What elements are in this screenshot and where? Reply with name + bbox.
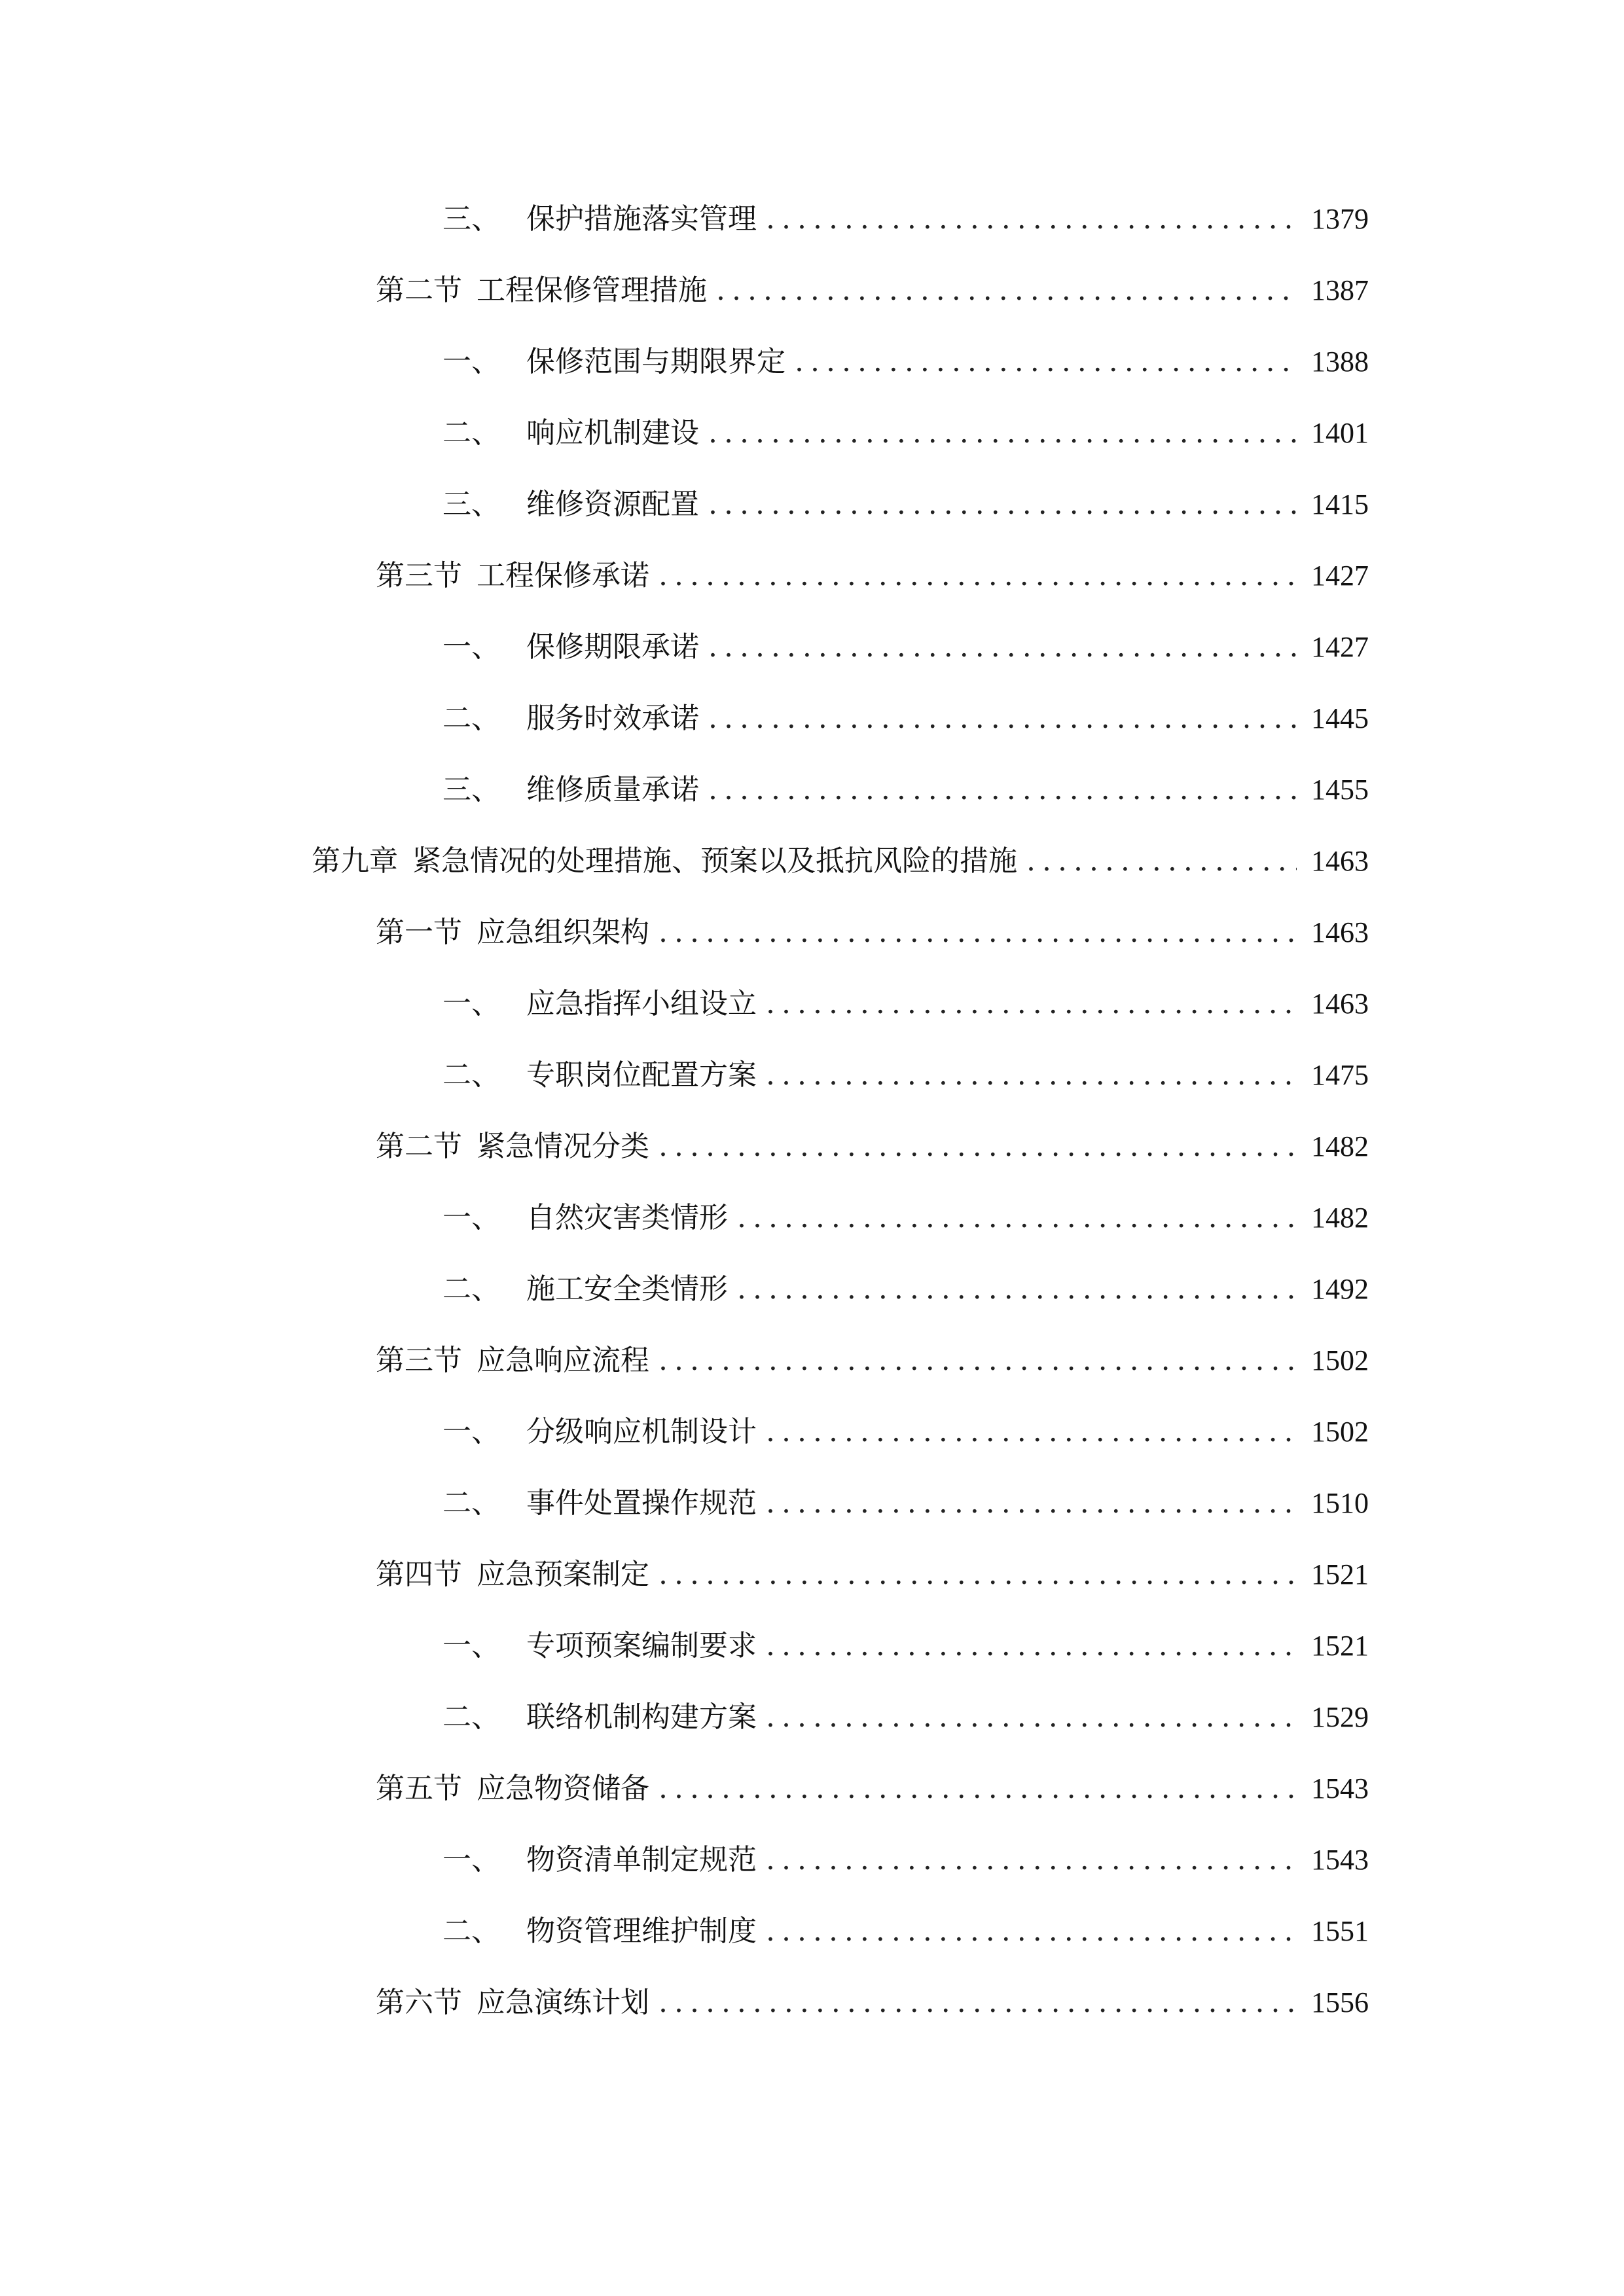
- toc-entry[interactable]: [442, 196, 1369, 242]
- entry-page-number: 1502: [1311, 1416, 1369, 1448]
- toc-entry[interactable]: [442, 1052, 1369, 1098]
- entry-title: 应急响应流程: [477, 1344, 649, 1377]
- entry-number: 二、: [442, 1058, 500, 1092]
- toc-entry[interactable]: [376, 1766, 1369, 1812]
- dot-leader: [766, 1909, 1297, 1954]
- toc-entry[interactable]: [442, 1909, 1369, 1954]
- entry-number: 第四节: [376, 1558, 462, 1591]
- entry-page-number: 1543: [1311, 1772, 1369, 1804]
- entry-title: 保修范围与期限界定: [526, 345, 785, 378]
- dot-leader: [766, 1695, 1297, 1740]
- dot-leader: [1026, 838, 1297, 884]
- toc-entry[interactable]: [442, 1837, 1369, 1883]
- entry-title: 工程保修管理措施: [477, 274, 707, 307]
- entry-title: 联络机制构建方案: [526, 1700, 757, 1734]
- toc-entry[interactable]: [442, 339, 1369, 385]
- toc-entry[interactable]: [376, 1124, 1369, 1170]
- entry-page-number: 1556: [1311, 1986, 1369, 2018]
- dot-leader: [659, 1980, 1297, 2026]
- entry-number: 一、: [442, 1843, 500, 1876]
- dot-leader: [659, 1766, 1297, 1812]
- entry-title: 服务时效承诺: [526, 702, 699, 735]
- dot-leader: [795, 339, 1297, 385]
- entry-title: 专职岗位配置方案: [526, 1058, 757, 1092]
- entry-title: 分级响应机制设计: [526, 1415, 757, 1448]
- entry-title: 保修期限承诺: [526, 630, 699, 664]
- entry-number: 一、: [442, 1201, 500, 1234]
- dot-leader: [708, 696, 1297, 742]
- entry-page-number: 1379: [1311, 203, 1369, 235]
- toc-entry[interactable]: [442, 1409, 1369, 1455]
- entry-page-number: 1543: [1311, 1844, 1369, 1876]
- dot-leader: [659, 1124, 1297, 1170]
- entry-number: 二、: [442, 1700, 500, 1734]
- entry-title: 维修资源配置: [526, 488, 699, 521]
- entry-number: 第三节: [376, 1344, 462, 1377]
- entry-page-number: 1521: [1311, 1630, 1369, 1662]
- dot-leader: [708, 767, 1297, 813]
- entry-title: 应急演练计划: [477, 1986, 649, 2019]
- entry-number: 第三节: [376, 559, 462, 592]
- entry-title: 工程保修承诺: [477, 559, 649, 592]
- entry-number: 三、: [442, 488, 500, 521]
- toc-entry[interactable]: [442, 1480, 1369, 1526]
- entry-page-number: 1482: [1311, 1202, 1369, 1234]
- entry-title: 维修质量承诺: [526, 773, 699, 806]
- entry-page-number: 1387: [1311, 274, 1369, 306]
- entry-number: 一、: [442, 1629, 500, 1662]
- entry-page-number: 1455: [1311, 774, 1369, 806]
- toc-entry[interactable]: [442, 482, 1369, 528]
- entry-number: 第五节: [376, 1772, 462, 1805]
- dot-leader: [659, 1552, 1297, 1598]
- dot-leader: [737, 1266, 1297, 1312]
- toc-entry[interactable]: [442, 624, 1369, 670]
- toc-entry[interactable]: [442, 981, 1369, 1027]
- entry-page-number: 1463: [1311, 845, 1369, 877]
- dot-leader: [766, 1837, 1297, 1883]
- toc-entry[interactable]: [442, 696, 1369, 742]
- entry-title: 应急物资储备: [477, 1772, 649, 1805]
- dot-leader: [716, 268, 1297, 314]
- entry-page-number: 1463: [1311, 916, 1369, 948]
- entry-number: 一、: [442, 345, 500, 378]
- dot-leader: [659, 910, 1297, 956]
- entry-title: 紧急情况的处理措施、预案以及抵抗风险的措施: [412, 844, 1017, 878]
- entry-title: 紧急情况分类: [477, 1130, 649, 1163]
- toc-entry[interactable]: [376, 553, 1369, 599]
- toc-entry[interactable]: [442, 410, 1369, 456]
- entry-page-number: 1445: [1311, 702, 1369, 734]
- entry-page-number: 1510: [1311, 1487, 1369, 1519]
- entry-number: 一、: [442, 987, 500, 1020]
- entry-title: 施工安全类情形: [526, 1272, 728, 1306]
- toc-entry[interactable]: [376, 1338, 1369, 1384]
- entry-page-number: 1427: [1311, 560, 1369, 592]
- dot-leader: [766, 1623, 1297, 1669]
- entry-title: 响应机制建设: [526, 416, 699, 450]
- toc-entry[interactable]: [312, 838, 1369, 884]
- entry-page-number: 1388: [1311, 346, 1369, 378]
- entry-title: 物资清单制定规范: [526, 1843, 757, 1876]
- toc-entry[interactable]: [442, 1623, 1369, 1669]
- entry-number: 第六节: [376, 1986, 462, 2019]
- dot-leader: [708, 482, 1297, 528]
- dot-leader: [766, 1052, 1297, 1098]
- entry-number: 第九章: [312, 844, 398, 878]
- dot-leader: [659, 553, 1297, 599]
- entry-page-number: 1521: [1311, 1558, 1369, 1590]
- entry-number: 二、: [442, 702, 500, 735]
- entry-page-number: 1415: [1311, 488, 1369, 520]
- entry-number: 第一节: [376, 916, 462, 949]
- dot-leader: [766, 981, 1297, 1027]
- entry-page-number: 1492: [1311, 1273, 1369, 1305]
- entry-title: 应急组织架构: [477, 916, 649, 949]
- toc-entry[interactable]: [376, 910, 1369, 956]
- entry-page-number: 1551: [1311, 1915, 1369, 1947]
- toc-entry[interactable]: [442, 1195, 1369, 1241]
- entry-page-number: 1427: [1311, 631, 1369, 663]
- entry-title: 应急指挥小组设立: [526, 987, 757, 1020]
- dot-leader: [708, 624, 1297, 670]
- entry-page-number: 1401: [1311, 417, 1369, 449]
- entry-page-number: 1463: [1311, 988, 1369, 1020]
- toc-entry[interactable]: [442, 1695, 1369, 1740]
- entry-page-number: 1482: [1311, 1130, 1369, 1162]
- entry-number: 一、: [442, 630, 500, 664]
- entry-title: 保护措施落实管理: [526, 202, 757, 236]
- dot-leader: [737, 1195, 1297, 1241]
- entry-number: 第二节: [376, 274, 462, 307]
- entry-title: 自然灾害类情形: [526, 1201, 728, 1234]
- dot-leader: [708, 410, 1297, 456]
- entry-page-number: 1529: [1311, 1701, 1369, 1733]
- entry-number: 二、: [442, 416, 500, 450]
- toc-entry[interactable]: [376, 268, 1369, 314]
- dot-leader: [766, 1409, 1297, 1455]
- toc-entry[interactable]: [442, 767, 1369, 813]
- entry-page-number: 1502: [1311, 1344, 1369, 1376]
- entry-number: 第二节: [376, 1130, 462, 1163]
- entry-number: 二、: [442, 1272, 500, 1306]
- entry-number: 二、: [442, 1486, 500, 1520]
- entry-title: 事件处置操作规范: [526, 1486, 757, 1520]
- dot-leader: [659, 1338, 1297, 1384]
- entry-page-number: 1475: [1311, 1059, 1369, 1091]
- entry-title: 物资管理维护制度: [526, 1914, 757, 1948]
- toc-entry[interactable]: [376, 1980, 1369, 2026]
- entry-number: 三、: [442, 202, 500, 236]
- toc-entry[interactable]: [376, 1552, 1369, 1598]
- dot-leader: [766, 196, 1297, 242]
- toc-entry[interactable]: [442, 1266, 1369, 1312]
- entry-number: 三、: [442, 773, 500, 806]
- entry-title: 专项预案编制要求: [526, 1629, 757, 1662]
- entry-title: 应急预案制定: [477, 1558, 649, 1591]
- entry-number: 一、: [442, 1415, 500, 1448]
- dot-leader: [766, 1480, 1297, 1526]
- entry-number: 二、: [442, 1914, 500, 1948]
